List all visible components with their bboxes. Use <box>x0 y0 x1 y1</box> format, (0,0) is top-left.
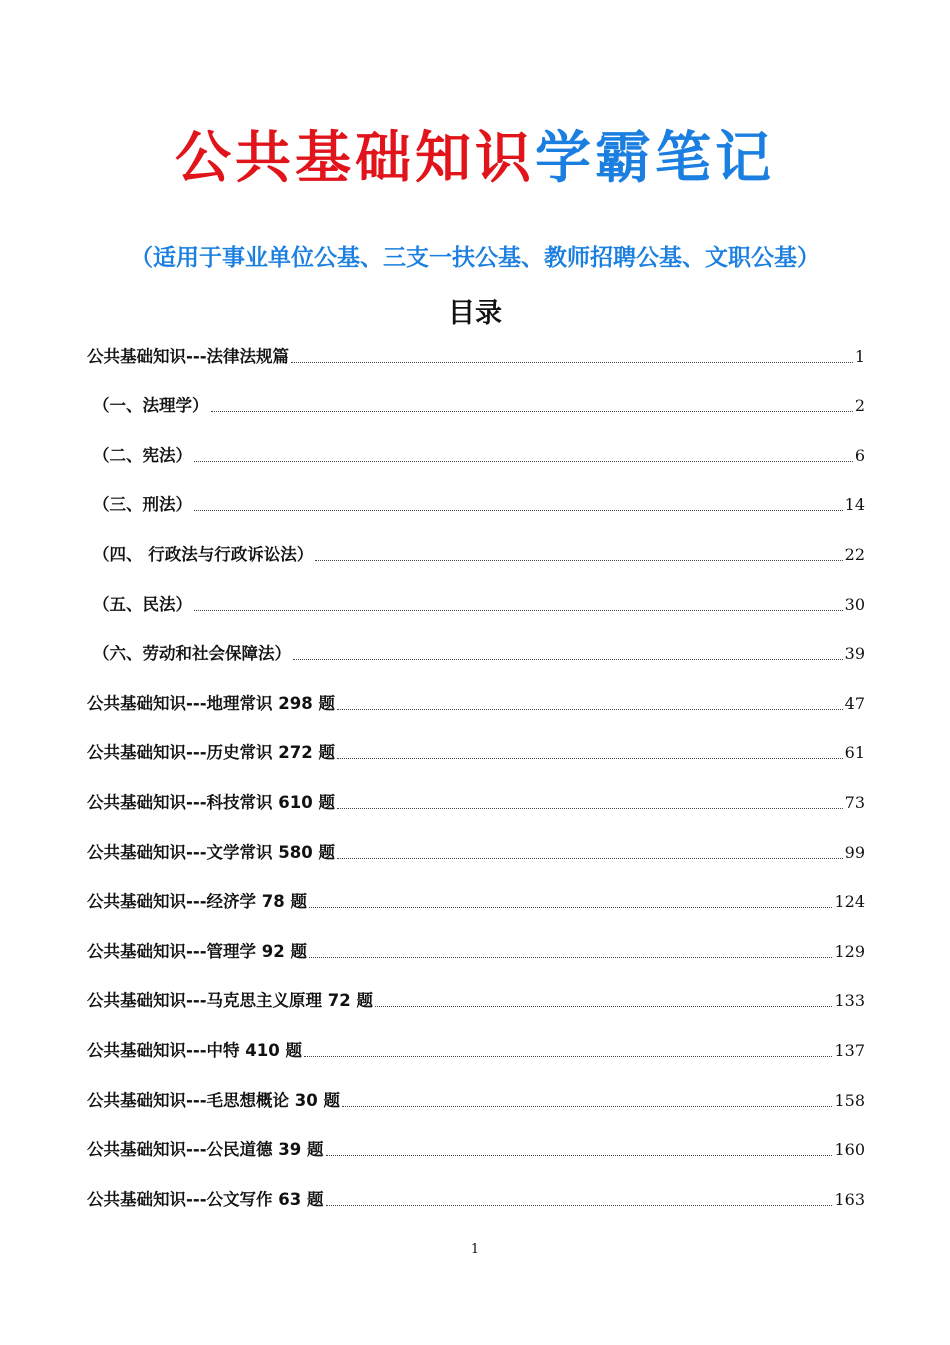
dot-leader <box>309 907 832 908</box>
toc-entry-label: 公共基础知识---科技常识 610 题 <box>87 792 335 812</box>
toc-entry-page: 6 <box>854 445 865 465</box>
dot-leader <box>326 1205 833 1206</box>
dot-leader <box>337 758 843 759</box>
toc-entry-page: 39 <box>844 644 865 664</box>
toc-entry[interactable] <box>87 421 865 471</box>
toc-entry[interactable] <box>87 967 865 1017</box>
toc-entry-page: 133 <box>834 991 865 1011</box>
toc-entry-label: （三、刑法） <box>93 495 192 515</box>
toc-entry[interactable] <box>87 322 865 372</box>
toc-entry-label: （五、民法） <box>93 594 192 614</box>
toc-entry-label: 公共基础知识---管理学 92 题 <box>87 941 307 961</box>
toc-entry[interactable] <box>87 471 865 521</box>
dot-leader <box>194 510 843 511</box>
toc-entry-page: 73 <box>844 792 865 812</box>
toc-entry-label: （六、劳动和社会保障法） <box>93 644 291 664</box>
toc-entry[interactable] <box>87 818 865 868</box>
dot-leader <box>304 1056 832 1057</box>
table-of-contents <box>87 322 865 1215</box>
toc-entry-page: 1 <box>854 346 865 366</box>
dot-leader <box>315 560 842 561</box>
document-title <box>0 118 950 198</box>
dot-leader <box>194 610 843 611</box>
toc-entry-label: 公共基础知识---中特 410 题 <box>87 1040 302 1060</box>
dot-leader <box>291 362 853 363</box>
dot-leader <box>293 659 843 660</box>
toc-entry[interactable] <box>87 620 865 670</box>
toc-entry[interactable] <box>87 1066 865 1116</box>
toc-entry-label: 公共基础知识---公文写作 63 题 <box>87 1189 324 1209</box>
toc-entry-page: 124 <box>834 892 865 912</box>
toc-entry[interactable] <box>87 719 865 769</box>
dot-leader <box>337 709 843 710</box>
toc-entry-label: 公共基础知识---历史常识 272 题 <box>87 743 335 763</box>
title-red-part: 公共基础知识 <box>175 125 535 191</box>
dot-leader <box>337 858 843 859</box>
toc-entry-page: 30 <box>844 594 865 614</box>
dot-leader <box>342 1106 832 1107</box>
dot-leader <box>211 411 853 412</box>
toc-entry[interactable] <box>87 1116 865 1166</box>
toc-entry-label: 公共基础知识---地理常识 298 题 <box>87 693 335 713</box>
dot-leader <box>194 461 853 462</box>
title-blue-part: 学霸笔记 <box>535 125 775 191</box>
document-subtitle: （适用于事业单位公基、三支一扶公基、教师招聘公基、文职公基） <box>130 245 820 271</box>
toc-entry[interactable] <box>87 520 865 570</box>
dot-leader <box>326 1155 833 1156</box>
page-number: 1 <box>470 1242 480 1257</box>
dot-leader <box>309 957 832 958</box>
toc-entry-page: 22 <box>844 544 865 564</box>
toc-entry-label: 公共基础知识---马克思主义原理 72 题 <box>87 991 373 1011</box>
toc-heading: 目录 <box>448 298 502 329</box>
toc-entry[interactable] <box>87 868 865 918</box>
toc-entry-label: 公共基础知识---法律法规篇 <box>87 346 290 366</box>
dot-leader <box>337 808 843 809</box>
toc-entry-page: 163 <box>834 1189 865 1209</box>
toc-entry-label: 公共基础知识---文学常识 580 题 <box>87 842 335 862</box>
toc-entry-label: 公共基础知识---公民道德 39 题 <box>87 1140 324 1160</box>
toc-entry-page: 129 <box>834 941 865 961</box>
toc-entry-page: 14 <box>844 495 865 515</box>
toc-entry[interactable] <box>87 768 865 818</box>
toc-entry[interactable] <box>87 1016 865 1066</box>
toc-entry-page: 160 <box>834 1140 865 1160</box>
toc-entry[interactable] <box>87 570 865 620</box>
toc-entry-page: 99 <box>844 842 865 862</box>
toc-entry-label: （二、宪法） <box>93 445 192 465</box>
toc-entry[interactable] <box>87 669 865 719</box>
toc-entry-label: 公共基础知识---经济学 78 题 <box>87 892 307 912</box>
toc-entry-page: 137 <box>834 1040 865 1060</box>
toc-entry-page: 158 <box>834 1090 865 1110</box>
toc-entry[interactable] <box>87 917 865 967</box>
toc-entry-page: 47 <box>844 693 865 713</box>
toc-entry-label: （四、 行政法与行政诉讼法） <box>93 544 314 564</box>
toc-entry-label: （一、法理学） <box>93 396 209 416</box>
toc-entry[interactable] <box>87 1165 865 1215</box>
toc-entry-page: 61 <box>844 743 865 763</box>
toc-entry-page: 2 <box>854 396 865 416</box>
toc-entry-label: 公共基础知识---毛思想概论 30 题 <box>87 1090 340 1110</box>
toc-entry[interactable] <box>87 372 865 422</box>
dot-leader <box>375 1006 832 1007</box>
